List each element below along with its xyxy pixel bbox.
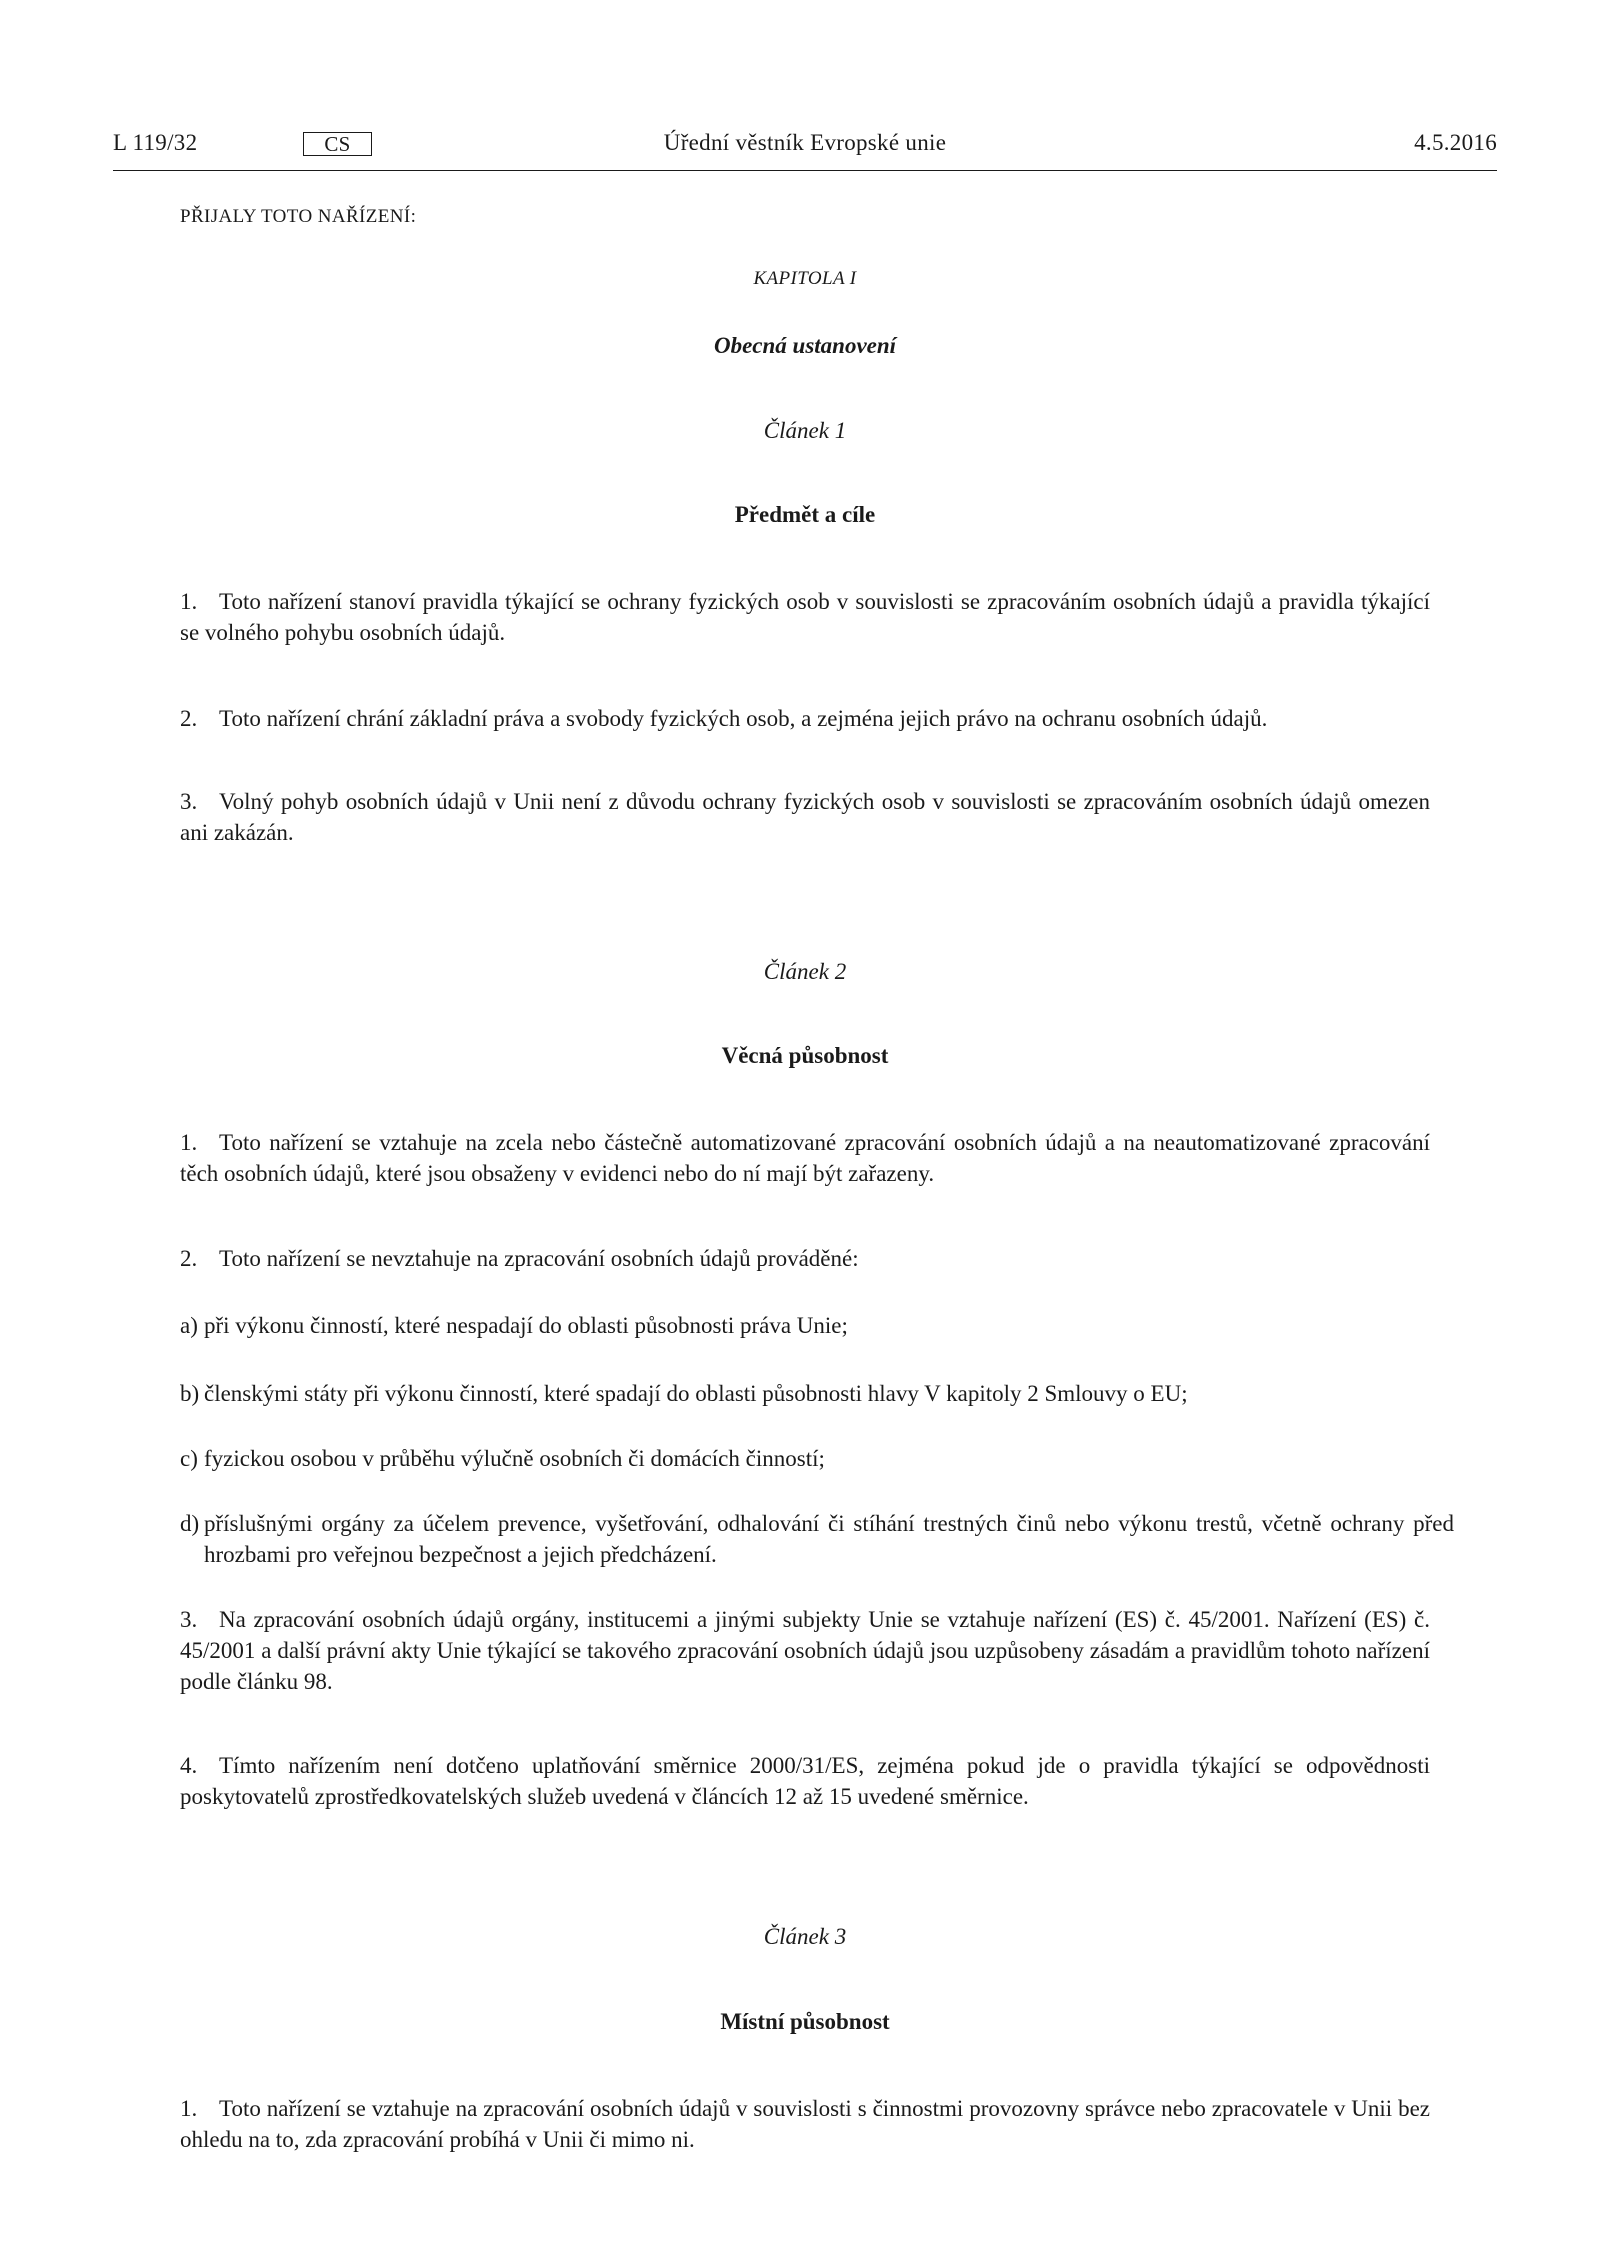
chapter-label: KAPITOLA I xyxy=(753,268,857,289)
article-2-paragraph-1 xyxy=(180,1127,1430,1189)
list-item-a xyxy=(180,1310,1454,1341)
page-header xyxy=(113,130,1497,170)
article-1-label: Článek 1 xyxy=(763,418,847,443)
paragraph-number: 2. xyxy=(180,1246,198,1271)
item-letter: c) xyxy=(180,1446,198,1471)
article-1-title: Předmět a cíle xyxy=(734,502,876,527)
article-2-paragraph-2 xyxy=(180,1243,1430,1274)
paragraph-text: Tímto nařízením není dotčeno uplatňování směrnice 2000/31/ES, zejména pokud jde o pravidla týkající se odpovědnosti poskytovatelů zprostředkovatelských služeb uvedená v článcích 12 až 15 uvedené směrnice. xyxy=(180,1753,1430,1809)
paragraph-text: Toto nařízení stanoví pravidla týkající se ochrany fyzických osob v souvislosti se zpracováním osobních údajů a pravidla týkající se volného pohybu osobních údajů. xyxy=(180,589,1430,645)
paragraph-number: 1. xyxy=(180,1130,198,1155)
paragraph-text: Toto nařízení chrání základní práva a svobody fyzických osob, a zejména jejich právo na ochranu osobních údajů. xyxy=(219,706,1268,731)
paragraph-number: 1. xyxy=(180,589,198,614)
article-2-paragraph-3 xyxy=(180,1604,1430,1697)
chapter-title: Obecná ustanovení xyxy=(713,333,897,358)
publication-date: 4.5.2016 xyxy=(1414,130,1497,155)
header-rule xyxy=(113,170,1497,171)
paragraph-text: Toto nařízení se vztahuje na zpracování osobních údajů v souvislosti s činnostmi provozovny správce nebo zpracovatele v Unii bez ohledu na to, zda zpracování probíhá v Unii či mimo ni. xyxy=(180,2096,1430,2152)
article-3-title: Místní působnost xyxy=(720,2009,890,2034)
article-3-label: Článek 3 xyxy=(763,1924,847,1949)
paragraph-number: 1. xyxy=(180,2096,198,2121)
page-reference: L 119/32 xyxy=(113,130,198,155)
paragraph-text: Volný pohyb osobních údajů v Unii není z důvodu ochrany fyzických osob v souvislosti se zpracováním osobních údajů omezen ani zakázán. xyxy=(180,789,1430,845)
paragraph-number: 4. xyxy=(180,1753,198,1778)
article-3-paragraph-1 xyxy=(180,2093,1430,2155)
paragraph-text: Na zpracování osobních údajů orgány, institucemi a jinými subjekty Unie se vztahuje nařízení (ES) č. 45/2001. Nařízení (ES) č. 45/2001 a další právní akty Unie týkající se takového zpracování osobních údajů jsou uzpůsobeny zásadám a pravidlům tohoto nařízení podle článku 98. xyxy=(180,1607,1430,1694)
item-text: při výkonu činností, které nespadají do oblasti působnosti práva Unie; xyxy=(204,1313,848,1338)
list-item-b xyxy=(180,1378,1454,1409)
paragraph-number: 2. xyxy=(180,706,198,731)
item-text: fyzickou osobou v průběhu výlučně osobních či domácích činností; xyxy=(204,1446,825,1471)
paragraph-number: 3. xyxy=(180,1607,198,1632)
journal-title: Úřední věstník Evropské unie xyxy=(663,130,947,155)
item-letter: b) xyxy=(180,1381,200,1406)
list-item-d xyxy=(180,1508,1454,1570)
item-text: členskými státy při výkonu činností, které spadají do oblasti působnosti hlavy V kapitoly 2 Smlouvy o EU; xyxy=(204,1381,1188,1406)
language-badge: CS xyxy=(303,132,372,156)
item-letter: a) xyxy=(180,1313,198,1338)
adoption-formula: PŘIJALY TOTO NAŘÍZENÍ: xyxy=(180,206,417,227)
article-1-paragraph-1 xyxy=(180,586,1430,648)
item-letter: d) xyxy=(180,1511,200,1536)
article-2-paragraph-4 xyxy=(180,1750,1430,1812)
item-text: příslušnými orgány za účelem prevence, vyšetřování, odhalování či stíhání trestných činů nebo výkonu trestů, včetně ochrany před hrozbami pro veřejnou bezpečnost a jejich předcházení. xyxy=(204,1511,1454,1567)
paragraph-text: Toto nařízení se vztahuje na zcela nebo částečně automatizované zpracování osobních údajů a na neautomatizované zpracování těch osobních údajů, které jsou obsaženy v evidenci nebo do ní mají být zařazeny. xyxy=(180,1130,1430,1186)
paragraph-number: 3. xyxy=(180,789,198,814)
paragraph-text: Toto nařízení se nevztahuje na zpracování osobních údajů prováděné: xyxy=(219,1246,859,1271)
article-1-paragraph-2 xyxy=(180,703,1430,734)
list-item-c xyxy=(180,1443,1454,1474)
article-1-paragraph-3 xyxy=(180,786,1430,848)
article-2-title: Věcná působnost xyxy=(721,1043,889,1068)
article-2-label: Článek 2 xyxy=(763,959,847,984)
